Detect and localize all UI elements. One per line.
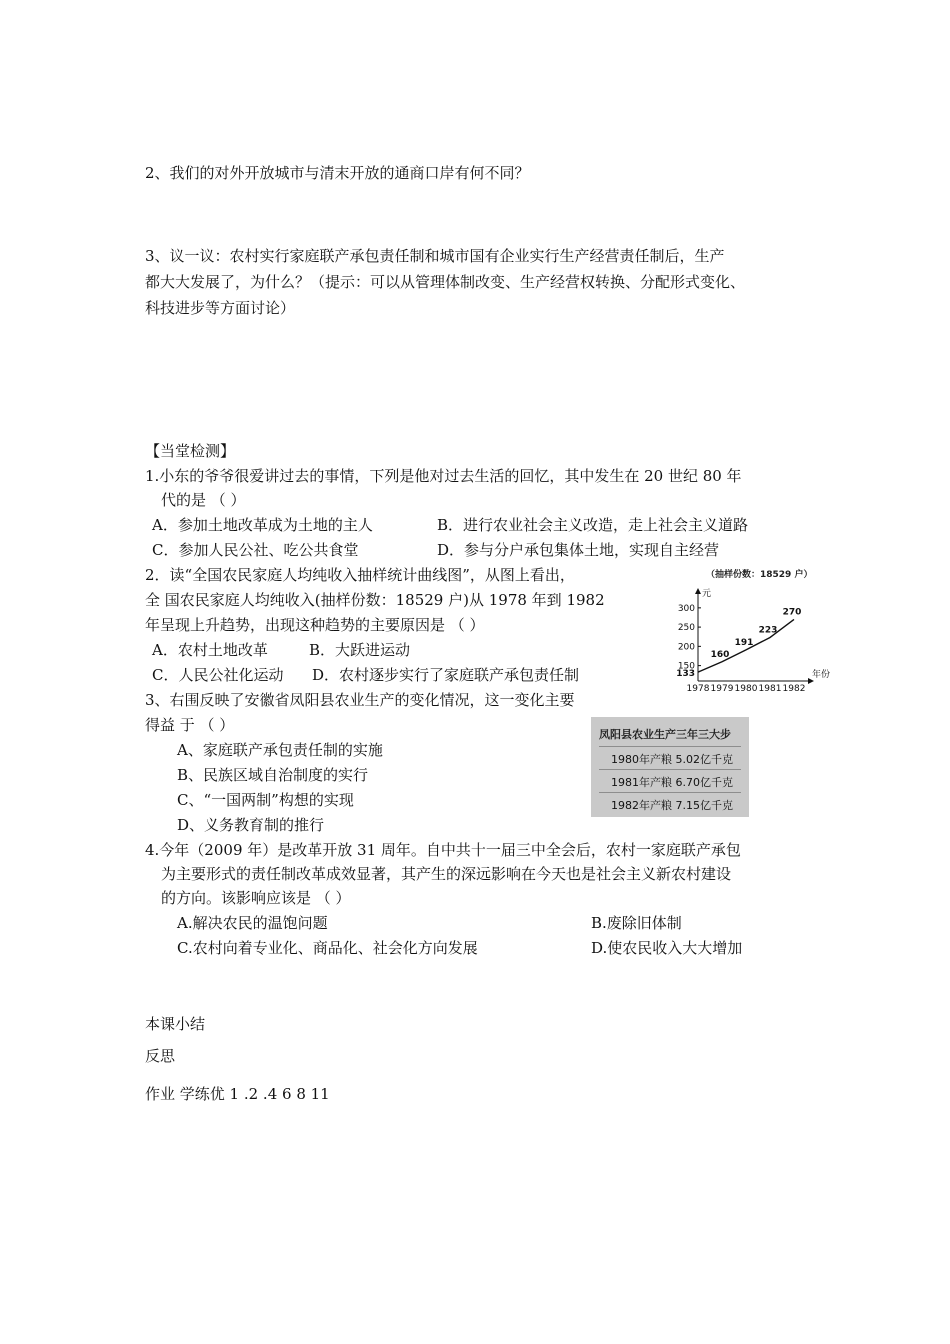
- data-label: 133: [676, 669, 695, 680]
- q4-option-d: D.使农民收入大大增加: [591, 939, 743, 957]
- table-divider: [599, 792, 741, 793]
- discussion-q3-line1: 3、议一议：农村实行家庭联产承包责任制和城市国有企业实行生产经营责任制后，生产: [145, 247, 725, 265]
- data-label: 270: [782, 607, 802, 618]
- y-tick-label: 200: [677, 642, 695, 653]
- discussion-q3-line3: 科技进步等方面讨论）: [145, 299, 296, 317]
- x-tick-label: 1982: [782, 684, 806, 694]
- x-tick-label: 1979: [710, 684, 734, 694]
- discussion-q3-line2: 都大大发展了，为什么？（提示：可以从管理体制改变、生产经营权转换、分配形式变化、: [145, 273, 746, 291]
- q3-option-d: D、义务教育制的推行: [177, 816, 325, 834]
- fengyang-grain-table: [591, 717, 749, 817]
- reflection-label: 反思: [145, 1047, 176, 1065]
- q4-line2: 为主要形式的责任制改革成效显著，其产生的深远影响在今天也是社会主义新农村建设: [161, 865, 732, 883]
- q2-option-b: B．大跃进运动: [309, 641, 411, 659]
- q4-line1: 4.今年（2009 年）是改革开放 31 周年。自中共十一届三中全会后，农村一家庭联产承包: [145, 841, 741, 859]
- y-axis-arrow: [695, 588, 701, 594]
- chart-svg: [664, 568, 830, 700]
- q1-line2: 代的是 （ ）: [161, 491, 246, 509]
- discussion-q2: 2、我们的对外开放城市与清末开放的通商口岸有何不同？: [145, 164, 530, 182]
- q3-option-b: B、民族区域自治制度的实行: [177, 766, 369, 784]
- q4-option-a: A.解决农民的温饱问题: [177, 914, 328, 932]
- table-row: 1980年产粮 5.02亿千克: [611, 753, 733, 766]
- q4-option-c: C.农村向着专业化、商品化、社会化方向发展: [177, 939, 478, 957]
- q1-option-a: A．参加土地改革成为土地的主人: [152, 516, 373, 534]
- table-row: 1982年产粮 7.15亿千克: [611, 799, 733, 812]
- y-axis-label: 元: [702, 589, 712, 599]
- q3-line2: 得益 于 （ ）: [145, 716, 235, 734]
- q1-line1: 1.小东的爷爷很爱讲过去的事情，下列是他对过去生活的回忆，其中发生在 20 世纪 80 年: [145, 467, 742, 485]
- table-row: 1981年产粮 6.70亿千克: [611, 776, 733, 789]
- q1-option-b: B．进行农业社会主义改造，走上社会主义道路: [437, 516, 749, 534]
- q2-line1: 2．读“全国农民家庭人均纯收入抽样统计曲线图”，从图上看出，: [145, 566, 575, 584]
- table-divider: [599, 769, 741, 770]
- q1-option-c: C．参加人民公社、吃公共食堂: [152, 541, 359, 559]
- x-tick-label: 1980: [734, 684, 758, 694]
- q4-line3: 的方向。该影响应该是 （ ）: [161, 889, 351, 907]
- x-axis-label: 年份: [812, 670, 830, 680]
- y-tick-label: 250: [677, 623, 695, 634]
- q4-option-b: B.废除旧体制: [591, 914, 682, 932]
- q2-line3: 年呈现上升趋势，出现这种趋势的主要原因是 （ ）: [145, 616, 485, 634]
- homework-line: 作业 学练优 1 .2 .4 6 8 11: [145, 1085, 330, 1103]
- chart-title: （抽样份数：18529 户）: [706, 570, 813, 580]
- table-title: 凤阳县农业生产三年三大步: [599, 728, 731, 741]
- data-label: 223: [758, 625, 778, 636]
- q1-option-d: D．参与分户承包集体土地，实现自主经营: [437, 541, 720, 559]
- q3-option-c: C、“一国两制”构想的实现: [177, 791, 354, 809]
- x-tick-label: 1981: [758, 684, 782, 694]
- y-tick-label: 300: [677, 603, 695, 614]
- q2-option-c: C．人民公社化运动: [152, 666, 284, 684]
- lesson-summary-label: 本课小结: [145, 1015, 206, 1033]
- test-heading: 【当堂检测】: [145, 442, 236, 460]
- q2-option-d: D．农村逐步实行了家庭联产承包责任制: [312, 666, 580, 684]
- q3-option-a: A、家庭联产承包责任制的实施: [177, 741, 383, 759]
- data-label: 191: [734, 637, 754, 648]
- q2-option-a: A．农村土地改革: [152, 641, 268, 659]
- data-label: 160: [710, 649, 730, 660]
- income-line-chart: [664, 568, 830, 700]
- q2-line2: 全 国农民家庭人均纯收入(抽样份数：18529 户)从 1978 年到 1982: [145, 591, 605, 609]
- table-divider: [599, 746, 741, 747]
- x-tick-label: 1978: [686, 684, 710, 694]
- y-tick-label: 150: [677, 661, 695, 672]
- q3-line1: 3、右围反映了安徽省凤阳县农业生产的变化情况，这一变化主要: [145, 691, 575, 709]
